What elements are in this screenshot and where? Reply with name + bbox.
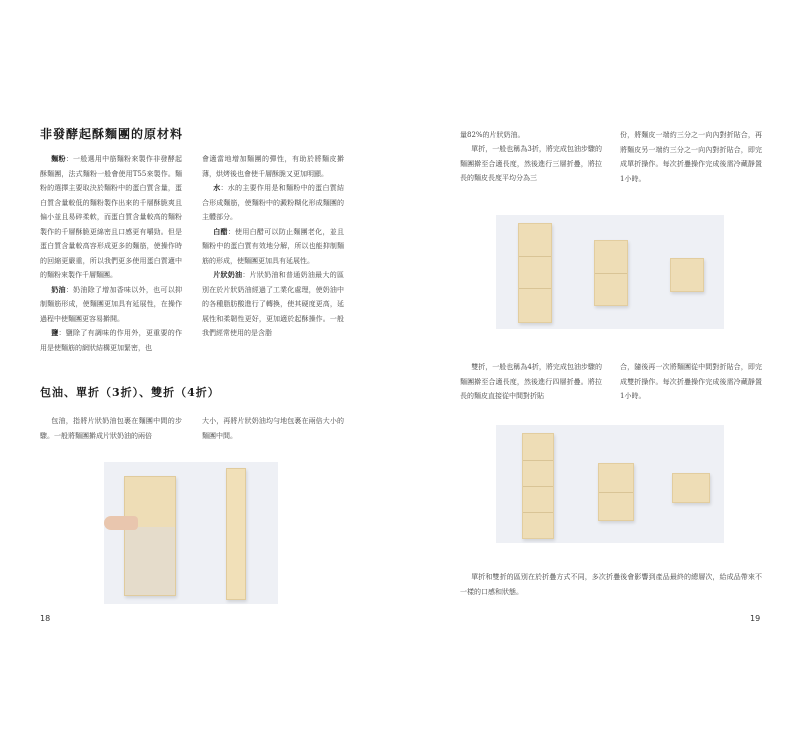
text-flour: ：一般選用中筋麵粉來製作非發酵起酥麵團，法式麵粉一般會使用T55來製作。麵粉的選擇主要取決於麵粉中的蛋白質含量，蛋白質含量較低的麵粉製作出來的千層酥脆爽且偏小並且易碎柔軟，而蛋白質含量較高的麵粉製作的千層酥脆更綿密且口感更有嚼勁。但是蛋白質含量較高容形成更多的麵筋，使操作時的回縮更嚴重，所以我們更多使用蛋白質適中的麵粉來製作千層麵團。 — [40, 155, 183, 279]
paragraph-butter — [40, 283, 182, 327]
section-text-1: 包油，指將片狀奶油包裹在麵團中間的步驟。一般將麵團擀成片狀奶油的兩倍 — [40, 417, 182, 440]
term-sheet-butter: 片狀奶油 — [213, 270, 243, 279]
term-flour: 麵粉 — [51, 154, 66, 163]
paragraph-salt — [40, 326, 182, 355]
photo-single-fold — [496, 215, 724, 329]
page-number-right: 19 — [750, 614, 761, 623]
paragraph-water — [202, 181, 344, 225]
term-water: 水 — [213, 183, 221, 192]
right-mid-text-3: 合，隨後再一次將麵團從中間對折貼合，即完成雙折操作。每次折疊操作完成後需冷藏靜置1小時。 — [620, 363, 762, 400]
right-top-column-2 — [460, 142, 602, 186]
dough-three-sections — [518, 223, 552, 323]
right-mid-text-2: 雙折，一般也稱為4折，將完成包油步驟的麵團擀至合適長度，然後進行四層折疊。將拉長的麵皮直接從中間對折貼 — [460, 363, 602, 400]
text-salt: ：鹽除了有調味的作用外，更重要的作用是使麵筋的網狀結構更加緊密，也 — [40, 329, 183, 352]
dough-with-butter — [124, 476, 176, 596]
dough-four-sections — [522, 433, 554, 539]
section-text-2: 大小，再將片狀奶油均勻地包裹在兩倍大小的麵團中間。 — [202, 417, 344, 440]
right-bottom-text-block — [460, 570, 762, 599]
text-vinegar: ：使用白醋可以防止麵團老化，並且麵粉中的蛋白質有效地分解，所以也能抑制麵筋的形成，使麵團更加具有延展性。 — [202, 227, 345, 265]
right-top-text-1: 量82%的片狀奶油。 — [460, 131, 525, 139]
right-top-column-1 — [460, 128, 530, 143]
text-salt-cont: 會適當地增加麵團的彈性，有助於將麵皮擀薄，烘烤後也會使千層酥脆又更加明顯。 — [202, 155, 344, 178]
paragraph-sheet-butter — [202, 268, 344, 341]
right-top-text-2: 單折，一般也稱為3折，將完成包油步驟的麵團擀至合適長度，然後進行三層折疊，將拉長的麵皮長度平均分為三 — [460, 145, 602, 182]
photo-double-fold — [496, 425, 724, 543]
dough-quarter-folded — [672, 473, 710, 503]
section-title: 包油、單折（3折）、雙折（4折） — [40, 386, 220, 399]
dough-folded-square — [670, 258, 704, 292]
left-text-column-1 — [40, 152, 182, 355]
term-salt: 鹽 — [51, 328, 59, 337]
dough-two-sections — [594, 240, 628, 306]
page-number-left: 18 — [40, 614, 51, 623]
folded-dough-strip — [226, 468, 246, 600]
term-vinegar: 白醋 — [213, 226, 228, 236]
text-sheet-butter: ：片狀奶油和普通奶油最大的區別在於片狀奶油經過了工業化處理，使奶油中的各種脂肪酸進行了轉換，使其硬度更高，延展性和柔韌性更好，更加適於起酥操作。一般我們經常使用的是含脂 — [202, 271, 345, 337]
right-bottom-text: 單折和雙折的區別在於折疊方式不同，多次折疊後會影響到產品最終的總層次，給成品帶來不一樣的口感和狀態。 — [460, 573, 762, 596]
left-text-column-2 — [202, 152, 344, 341]
right-top-text-3: 份，將麵皮一端約三分之一向內對折貼合，再將麵皮另一端約三分之一向內對折貼合，即完成單折操作。每次折疊操作完成後需冷藏靜置1小時。 — [620, 131, 762, 183]
left-page-title: 非發酵起酥麵團的原材料 — [40, 127, 184, 141]
section-text-column-2 — [202, 414, 344, 443]
paragraph-salt-cont — [202, 152, 344, 181]
text-water: ：水的主要作用是和麵粉中的蛋白質結合形成麵筋，使麵粉中的澱粉糊化形成麵團的主體部分。 — [202, 184, 345, 221]
term-butter: 奶油 — [51, 284, 66, 294]
right-mid-column-3 — [620, 360, 762, 404]
right-top-column-3 — [620, 128, 762, 186]
dough-half-folded — [598, 463, 634, 521]
hand — [104, 516, 138, 530]
section-text-column-1 — [40, 414, 182, 443]
right-mid-column-2 — [460, 360, 602, 404]
paragraph-vinegar — [202, 225, 344, 269]
paragraph-flour — [40, 152, 182, 283]
photo-wrapping-butter — [104, 462, 278, 604]
text-butter: ：奶油除了增加香味以外，也可以抑制麵筋形成，使麵團更加具有延展性，在操作過程中使麵團更容易擀開。 — [40, 285, 183, 323]
